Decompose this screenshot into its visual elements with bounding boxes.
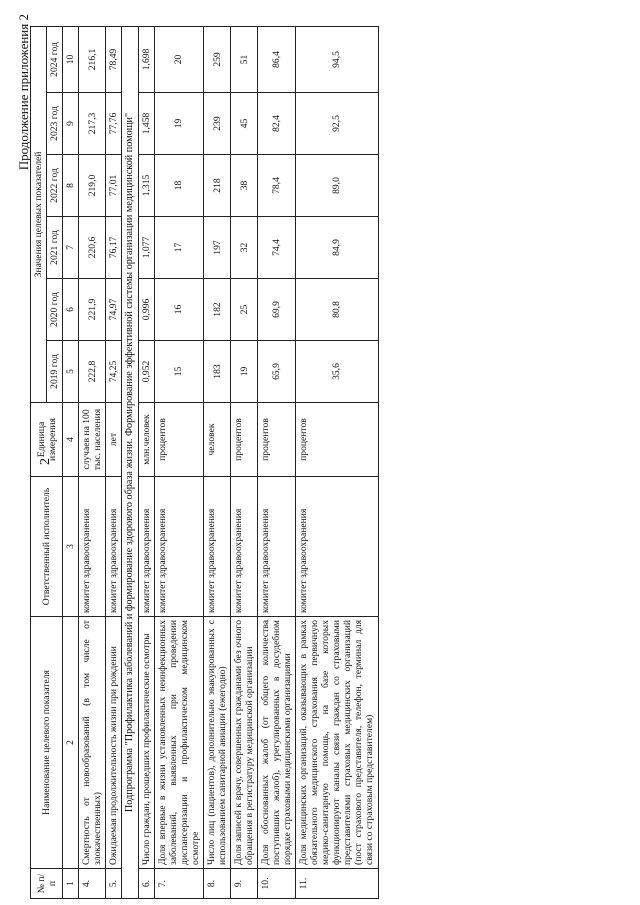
indicator-value: 0,952	[138, 341, 154, 403]
indicator-value: 1,458	[138, 93, 154, 155]
indicator-value: 17	[154, 217, 203, 279]
indicator-value: 74,4	[258, 217, 296, 279]
responsible-executor: комитет здравоохранения	[138, 477, 154, 617]
indicator-value: 183	[204, 341, 231, 403]
responsible-executor: комитет здравоохранения	[204, 477, 231, 617]
indicator-value: 19	[231, 341, 258, 403]
indicator-value: 78,4	[258, 155, 296, 217]
indicator-value: 77,01	[106, 155, 122, 217]
header-year: 2023 год	[47, 93, 63, 155]
column-index: 1	[63, 869, 79, 899]
indicator-name: Доля впервые в жизни установленных неинфекционных заболеваний, выявленных при проведении диспансеризации и профилактическом медицинском осмотре	[154, 617, 203, 869]
indicator-value: 197	[204, 217, 231, 279]
indicator-value: 218	[204, 155, 231, 217]
indicator-value: 0,996	[138, 279, 154, 341]
unit-of-measure: человек	[204, 403, 231, 477]
header-year: 2021 год	[47, 217, 63, 279]
indicator-name: Смертность от новообразований (в том числе от злокачественных)	[79, 617, 106, 869]
row-number: 9.	[231, 869, 258, 899]
indicator-name: Доля медицинских организаций, оказывающих в рамках обязательного медицинского страхования первичную медико-санитарную помощь, на базе которых функционируют каналы связи граждан со страховыми представителями страховых медицинских организаций (пост страхового представителя, телефон, терминал для связи со страховым представителем)	[296, 617, 378, 869]
unit-of-measure: процентов	[258, 403, 296, 477]
table-row	[79, 26, 106, 898]
row-number: 6.	[138, 869, 154, 899]
unit-of-measure: процентов	[231, 403, 258, 477]
header-year: 2024 год	[47, 26, 63, 92]
header-year: 2022 год	[47, 155, 63, 217]
indicator-value: 182	[204, 279, 231, 341]
indicator-value: 221,9	[79, 279, 106, 341]
header-executor: Ответственный исполнитель	[31, 477, 63, 617]
indicator-value: 216,1	[79, 26, 106, 92]
indicator-value: 76,17	[106, 217, 122, 279]
column-index: 3	[63, 477, 79, 617]
target-indicators-table	[30, 26, 379, 899]
indicator-name: Ожидаемая продолжительность жизни при рождении	[106, 617, 122, 869]
header-unit: Единица измерения	[31, 403, 63, 477]
responsible-executor: комитет здравоохранения	[154, 477, 203, 617]
column-index: 8	[63, 155, 79, 217]
column-index: 9	[63, 93, 79, 155]
table-row	[296, 26, 378, 898]
row-number: 5.	[106, 869, 122, 899]
subprogram-section	[122, 26, 139, 898]
indicator-value: 20	[154, 26, 203, 92]
indicator-name: Число лиц (пациентов), дополнительно эвакуированных с использованием санитарной авиации (ежегодно)	[204, 617, 231, 869]
header-name: Наименование целевого показателя	[31, 617, 63, 869]
responsible-executor: комитет здравоохранения	[79, 477, 106, 617]
column-index-row	[63, 26, 79, 898]
indicator-value: 78,49	[106, 26, 122, 92]
table-header-row	[31, 26, 47, 898]
responsible-executor: комитет здравоохранения	[296, 477, 378, 617]
indicator-value: 74,25	[106, 341, 122, 403]
indicator-value: 86,4	[258, 26, 296, 92]
unit-of-measure: процентов	[296, 403, 378, 477]
indicator-value: 217,3	[79, 93, 106, 155]
indicator-value: 74,97	[106, 279, 122, 341]
table-body-bottom	[138, 26, 378, 898]
indicator-value: 16	[154, 279, 203, 341]
table-row	[231, 26, 258, 898]
indicator-value: 82,4	[258, 93, 296, 155]
column-index: 10	[63, 26, 79, 92]
indicator-value: 69,9	[258, 279, 296, 341]
indicator-name: Число граждан, прошедших профилактические осмотры	[138, 617, 154, 869]
indicator-value: 84,9	[296, 217, 378, 279]
indicator-value: 94,5	[296, 26, 378, 92]
indicator-value: 1,315	[138, 155, 154, 217]
header-year: 2020 год	[47, 279, 63, 341]
indicator-value: 38	[231, 155, 258, 217]
indicator-value: 25	[231, 279, 258, 341]
header-no: № п/п	[31, 869, 63, 899]
table-row	[138, 26, 154, 898]
column-index: 7	[63, 217, 79, 279]
indicator-value: 32	[231, 217, 258, 279]
indicator-value: 239	[204, 93, 231, 155]
indicator-value: 45	[231, 93, 258, 155]
indicator-value: 80,8	[296, 279, 378, 341]
indicator-value: 89,0	[296, 155, 378, 217]
indicator-name: Доля записей к врачу, совершенных гражданами без очного обращения в регистратуру медицинской организации	[231, 617, 258, 869]
unit-of-measure: процентов	[154, 403, 203, 477]
indicator-value: 222,8	[79, 341, 106, 403]
indicator-value: 220,6	[79, 217, 106, 279]
table-row	[204, 26, 231, 898]
row-number: 8.	[204, 869, 231, 899]
indicator-value: 65,9	[258, 341, 296, 403]
unit-of-measure: лет	[106, 403, 122, 477]
indicator-value: 1,698	[138, 26, 154, 92]
table-body-top	[79, 26, 122, 898]
subprogram-heading-row	[122, 26, 139, 898]
indicator-value: 35,6	[296, 341, 378, 403]
table-row	[154, 26, 203, 898]
header-values-group: Значения целевых показателей	[31, 26, 47, 402]
row-number: 4.	[79, 869, 106, 899]
subprogram-heading: Подпрограмма "Профилактика заболеваний и формирование здорового образа жизни. Формирование эффективной системы организации медицинской помощи"	[122, 26, 139, 898]
appendix-continuation-note: Продолжение приложения 2	[16, 14, 31, 171]
column-index: 6	[63, 279, 79, 341]
indicator-name: Доля обоснованных жалоб (от общего количества поступивших жалоб), урегулированных в досудебном порядке страховыми медицинскими организациями	[258, 617, 296, 869]
indicator-value: 77,76	[106, 93, 122, 155]
indicator-value: 51	[231, 26, 258, 92]
table-row	[106, 26, 122, 898]
row-number: 11.	[296, 869, 378, 899]
column-index: 2	[63, 617, 79, 869]
table-row	[258, 26, 296, 898]
unit-of-measure: млн.человек	[138, 403, 154, 477]
column-index: 5	[63, 341, 79, 403]
row-number: 7.	[154, 869, 203, 899]
column-index: 4	[63, 403, 79, 477]
indicator-value: 259	[204, 26, 231, 92]
indicator-value: 15	[154, 341, 203, 403]
indicator-value: 18	[154, 155, 203, 217]
page-number: 2	[38, 458, 53, 465]
header-year: 2019 год	[47, 341, 63, 403]
indicator-value: 92,5	[296, 93, 378, 155]
row-number: 10.	[258, 869, 296, 899]
responsible-executor: комитет здравоохранения	[106, 477, 122, 617]
indicator-value: 19	[154, 93, 203, 155]
indicator-value: 1,077	[138, 217, 154, 279]
indicator-value: 219,0	[79, 155, 106, 217]
responsible-executor: комитет здравоохранения	[258, 477, 296, 617]
unit-of-measure: случаев на 100 тыс. населения	[79, 403, 106, 477]
responsible-executor: комитет здравоохранения	[231, 477, 258, 617]
